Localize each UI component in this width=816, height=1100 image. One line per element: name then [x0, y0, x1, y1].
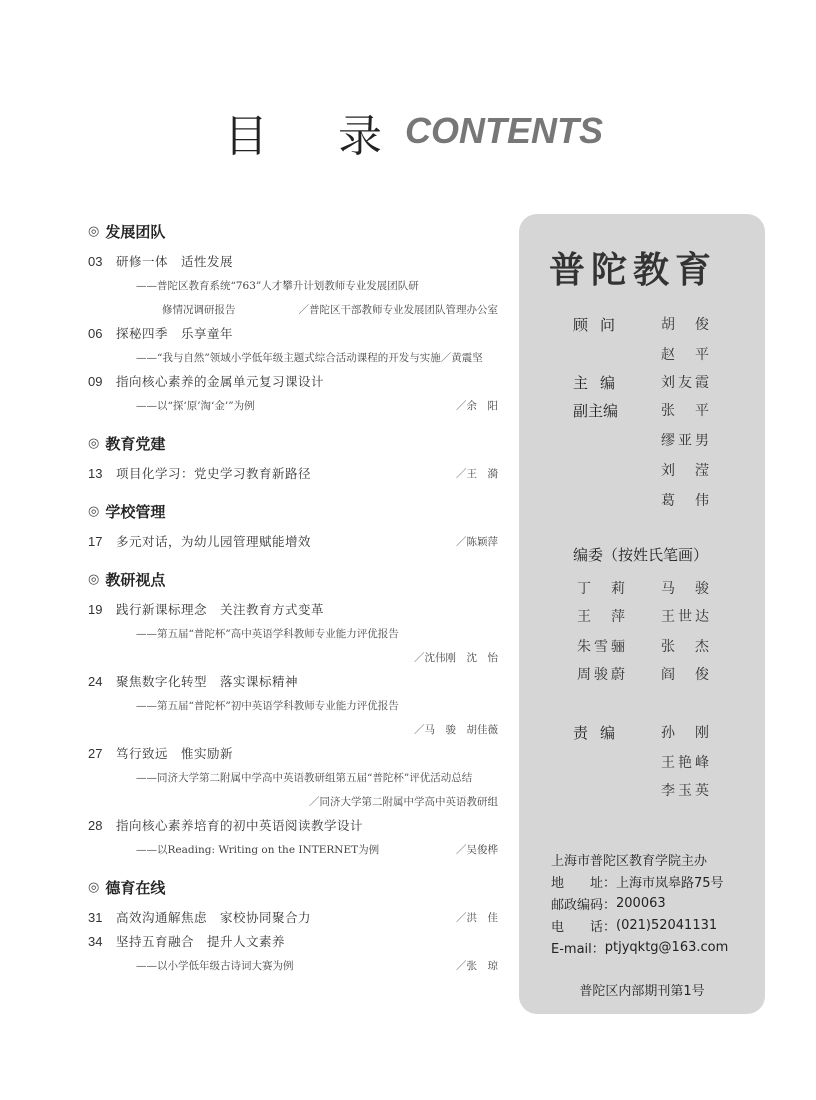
- article-author: ／张 琼: [456, 959, 498, 972]
- advisor-label: 顾问: [573, 315, 628, 334]
- committee-member: 阎 俊: [661, 667, 712, 683]
- section-heading: [88, 430, 498, 456]
- committee-row: [577, 660, 745, 688]
- deputy-editor-name: 葛 伟: [661, 493, 712, 509]
- article-author: ／余 阳: [456, 399, 498, 412]
- toc-entry: [88, 529, 498, 553]
- deputy-editor-name: 刘 滢: [661, 463, 712, 479]
- article-subtitle: [88, 953, 498, 977]
- committee-member: 丁 莉: [577, 581, 628, 597]
- article-author: ／马 骏 胡佳薇: [414, 723, 498, 736]
- article-subtitle: [88, 645, 498, 669]
- editor-name: 孙 刚: [661, 725, 712, 741]
- page-number: 17: [88, 533, 103, 549]
- editor-row: [573, 776, 712, 804]
- article-title: 高效沟通解焦虑 家校协同聚合力: [116, 910, 312, 925]
- article-subtitle: [88, 273, 498, 297]
- subtitle-text: ——第五届“普陀杯”初中英语学科教师专业能力评优报告: [136, 699, 399, 712]
- toc-entry: [88, 249, 498, 273]
- email-line: [551, 936, 728, 958]
- committee-member: 王 萍: [577, 609, 628, 625]
- committee-member: 马 骏: [661, 581, 712, 597]
- section-title: 教研视点: [105, 570, 166, 589]
- article-subtitle: [88, 393, 498, 417]
- subtitle-text: ——“我与自然”领域小学低年级主题式综合活动课程的开发与实施／黄震坚: [136, 351, 483, 364]
- toc-entry: [88, 929, 498, 953]
- page-title-cn: 目 录: [224, 111, 410, 162]
- article-author: ／陈颖萍: [456, 535, 498, 548]
- postcode-line: [551, 892, 666, 914]
- section-marker-icon: ◎: [88, 223, 100, 239]
- deputy-editor-name: 张 平: [661, 403, 712, 419]
- toc-entry: [88, 741, 498, 765]
- article-author: ／洪 佳: [456, 911, 498, 924]
- article-title: 坚持五育融合 提升人文素养: [116, 934, 286, 949]
- address-label: 地 址：: [551, 875, 617, 891]
- advisor-name: 赵 平: [661, 347, 712, 363]
- section-heading: [88, 874, 498, 900]
- section-marker-icon: ◎: [88, 879, 100, 895]
- section-title: 教育党建: [105, 434, 166, 453]
- page-number: 13: [88, 465, 103, 481]
- article-title: 指向核心素养的金属单元复习课设计: [116, 374, 325, 389]
- section-title: 发展团队: [105, 222, 166, 241]
- subtitle-text: ——以Reading: Writing on the INTERNET为例: [136, 843, 380, 856]
- toc-entry: [88, 597, 498, 621]
- email-label: E-mail：: [551, 941, 605, 957]
- phone-value: (021)52041131: [616, 917, 718, 933]
- deputy-editor-row: [573, 426, 712, 454]
- permit-note: 普陀区内部期刊第1号: [579, 984, 705, 999]
- article-subtitle: [88, 789, 498, 813]
- article-title: 探秘四季 乐享童年: [116, 326, 234, 341]
- editor-name: 王艳峰: [661, 755, 712, 771]
- editor-label: 责编: [573, 723, 628, 742]
- section-heading: [88, 218, 498, 244]
- section-marker-icon: ◎: [88, 571, 100, 587]
- chief-editor-row: [573, 368, 712, 396]
- advisor-name: 胡 俊: [661, 317, 712, 333]
- page-title-en: CONTENTS: [405, 110, 603, 151]
- section-marker-icon: ◎: [88, 503, 100, 519]
- email-value: ptjyqktg@163.com: [604, 939, 729, 955]
- chief-editor-label: 主编: [573, 373, 628, 392]
- article-title: 多元对话，为幼儿园管理赋能增效: [116, 534, 312, 549]
- page-number: 03: [88, 253, 103, 269]
- deputy-editor-row: [573, 456, 712, 484]
- article-title: 研修一体 适性发展: [116, 254, 234, 269]
- page-number: 06: [88, 325, 103, 341]
- committee-member: 朱雪骊: [577, 639, 628, 655]
- subtitle-text: ——同济大学第二附属中学高中英语教研组第五届“普陀杯”评优活动总结: [136, 771, 473, 784]
- article-author: ／普陀区干部教师专业发展团队管理办公室: [298, 303, 498, 316]
- section-title: 德育在线: [105, 878, 166, 897]
- committee-row: [577, 632, 745, 660]
- section-heading: [88, 498, 498, 524]
- article-subtitle: [88, 837, 498, 861]
- committee-member: 王世达: [661, 609, 712, 625]
- toc-entry: [88, 321, 498, 345]
- table-of-contents: [88, 218, 498, 977]
- postcode-value: 200063: [616, 895, 666, 911]
- page-number: 19: [88, 601, 103, 617]
- committee-row: [577, 574, 745, 602]
- subtitle-text: ——第五届“普陀杯”高中英语学科教师专业能力评优报告: [136, 627, 399, 640]
- page-number: 09: [88, 373, 103, 389]
- article-author: ／同济大学第二附属中学高中英语教研组: [309, 795, 498, 808]
- article-subtitle: [88, 297, 498, 321]
- article-author: ／王 漪: [456, 467, 498, 480]
- committee-member: 张 杰: [661, 639, 712, 655]
- section-title: 学校管理: [105, 502, 166, 521]
- postcode-label: 邮政编码：: [551, 897, 617, 913]
- committee-label: 编委（按姓氏笔画）: [573, 546, 709, 564]
- deputy-editor-name: 缪亚男: [661, 433, 712, 449]
- page-number: 34: [88, 933, 103, 949]
- masthead-panel: [519, 214, 765, 1014]
- section-marker-icon: ◎: [88, 435, 100, 451]
- sponsor-text: 上海市普陀区教育学院主办: [551, 853, 708, 869]
- article-subtitle: [88, 765, 498, 789]
- deputy-editor-row: [573, 486, 712, 514]
- subtitle-text: ——普陀区教育系统“763”人才攀升计划教师专业发展团队研: [136, 279, 419, 292]
- toc-entry: [88, 905, 498, 929]
- address-line: [551, 870, 724, 892]
- journal-logo: 普陀教育: [549, 249, 718, 291]
- article-subtitle: [88, 693, 498, 717]
- subtitle-text: ——以小学低年级古诗词大赛为例: [136, 959, 294, 972]
- article-author: ／沈伟刚 沈 怡: [414, 651, 498, 664]
- page-number: 24: [88, 673, 103, 689]
- toc-entry: [88, 369, 498, 393]
- chief-editor-name: 刘友霞: [661, 375, 712, 391]
- editor-row: [573, 718, 712, 746]
- toc-entry: [88, 461, 498, 485]
- editor-row: [573, 748, 712, 776]
- toc-entry: [88, 813, 498, 837]
- article-title: 聚焦数字化转型 落实课标精神: [116, 674, 299, 689]
- phone-label: 电 话：: [551, 919, 617, 935]
- article-subtitle: [88, 345, 498, 369]
- page-number: 27: [88, 745, 103, 761]
- article-subtitle: [88, 717, 498, 741]
- article-subtitle: [88, 621, 498, 645]
- editor-name: 李玉英: [661, 783, 712, 799]
- toc-entry: [88, 669, 498, 693]
- address-value: 上海市岚皋路75号: [616, 875, 724, 891]
- article-author: ／吴俊桦: [456, 843, 498, 856]
- section-heading: [88, 566, 498, 592]
- article-title: 指向核心素养培育的初中英语阅读教学设计: [116, 818, 364, 833]
- phone-line: [551, 914, 717, 936]
- advisor-row: [573, 340, 712, 368]
- committee-member: 周骏蔚: [577, 667, 628, 683]
- article-title: 践行新课标理念 关注教育方式变革: [116, 602, 325, 617]
- advisor-row: [573, 310, 712, 338]
- page-number: 28: [88, 817, 103, 833]
- committee-row: [577, 602, 745, 630]
- page-number: 31: [88, 909, 103, 925]
- article-title: 项目化学习：党史学习教育新路径: [116, 466, 312, 481]
- deputy-editor-row: [573, 396, 712, 424]
- subtitle-text: ——以“探‘原’淘‘金’”为例: [136, 399, 255, 412]
- deputy-editor-label: 副主编: [573, 401, 619, 420]
- subtitle-text: 修情况调研报告: [162, 303, 236, 316]
- article-title: 笃行致远 惟实励新: [116, 746, 234, 761]
